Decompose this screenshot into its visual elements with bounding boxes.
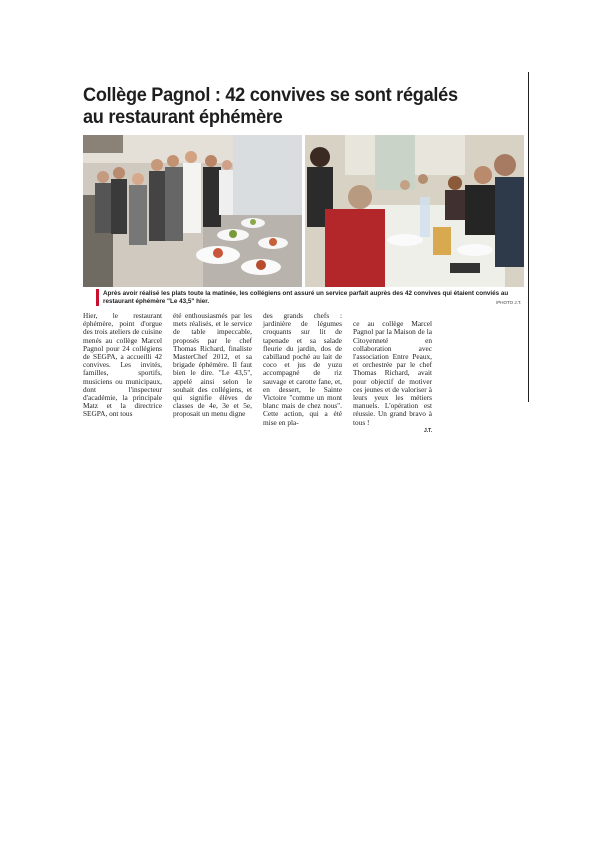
- diners-photo-image: [305, 135, 524, 287]
- photo-credit: /PHOTO J.T.: [496, 300, 522, 305]
- body-column-1: Hier, le restaurant éphémère, point d'orgue des trois ateliers de cuisine menés au collège Marcel Pagnol pour 24 collégiens de SEGPA, a accueilli 42 convives. Les invités, familles, sportifs, musiciens ou municipaux, dont l'inspecteur d'académie, la principale Matz et la directrice SEGPA, ont tous: [83, 311, 162, 419]
- body-column-2: été enthousiasmés par les mets réalisés, et le service de table impeccable, proposés par le chef Thomas Richard, finaliste MasterChef 2012, et sa brigade éphémère. Il faut bien le dire. "Le 43,5", appelé ainsi selon le souhait des collégiens, et qui signifie élèves de classes de 4e, 3e et 5e, proposait un menu digne: [173, 311, 252, 419]
- headline-line-1: Collège Pagnol : 42 convives se sont régalés: [83, 84, 458, 106]
- article-body: [83, 311, 525, 434]
- author-signature: J.T.: [423, 427, 432, 434]
- body-column-3: des grands chefs : jardinière de légumes croquants sur lit de tapenade et sa salade fleurie du jardin, dos de cabillaud poché au lait de coco et jus de yuzu accompagné de riz sauvage et carotte fane, et, en dessert, le Sainte Victoire "comme un mont blanc mais de chez nous". Cette action, qui a été mise en pla-: [263, 311, 342, 427]
- photo-kitchen-brigade: [83, 135, 302, 287]
- kitchen-photo-image: [83, 135, 302, 287]
- headline-line-2: au restaurant éphémère: [83, 106, 283, 128]
- caption-line-1: Après avoir réalisé les plats toute la matinée, les collégiens ont assuré un service parfait auprès des 42 convives qui étaient conviés au: [103, 290, 509, 297]
- photo-caption: [103, 290, 523, 306]
- caption-line-2: restaurant éphémère "Le 43,5" hier.: [103, 298, 210, 305]
- article-headline: [83, 84, 492, 128]
- body-column-4-text: ce au collège Marcel Pagnol par la Maison de la Citoyenneté en collaboration avec l'association Entre Peaux, et orchestrée par le chef Thomas Richard, avait pour objectif de motiver ces jeunes et de valoriser à leurs yeux les métiers manuels. L'opération est réussie. Un grand bravo à tous !: [353, 319, 432, 427]
- column-rule: [528, 72, 529, 402]
- caption-accent-bar: [96, 289, 99, 306]
- photo-diners: [305, 135, 524, 287]
- body-column-4: [353, 312, 432, 435]
